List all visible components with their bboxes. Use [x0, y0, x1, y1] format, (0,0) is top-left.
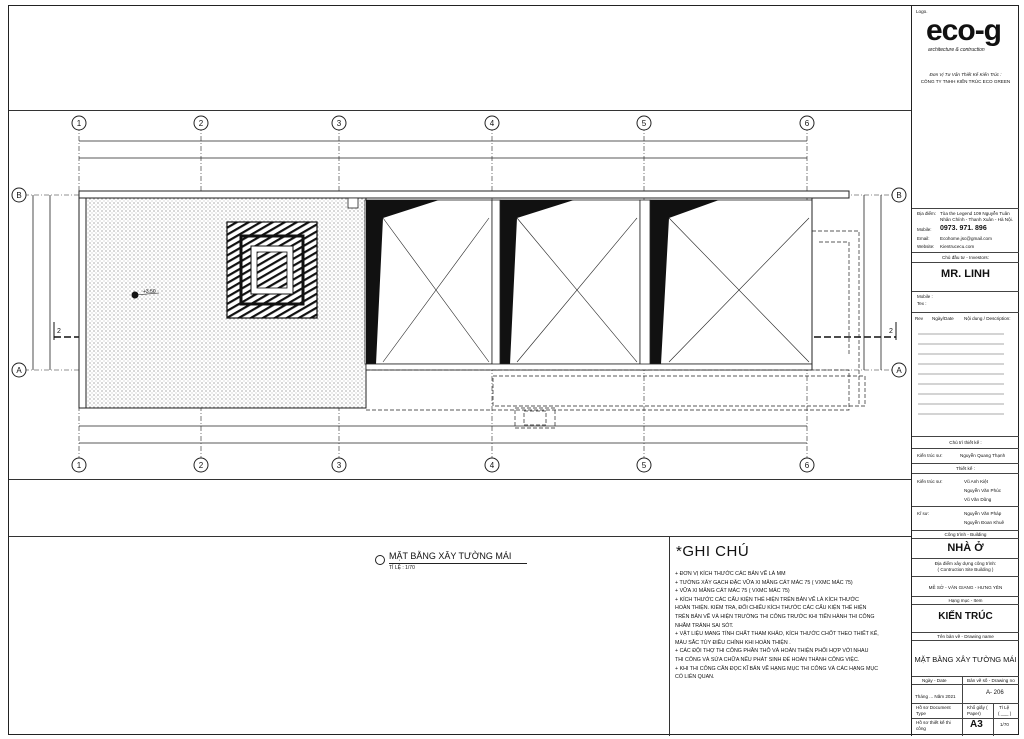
email-label: Email: — [917, 236, 930, 241]
tb-divider — [912, 558, 1019, 559]
scale-value: 1/70 — [1000, 722, 1009, 727]
paper-size: A3 — [970, 719, 983, 730]
caption-title: MẶT BẰNG XÂY TƯỜNG MÁI — [389, 551, 512, 561]
tb-divider — [912, 632, 1019, 633]
logo-subtitle: architecture & contruction — [928, 47, 985, 53]
axis-label-bottom: 3 — [336, 461, 342, 470]
designer-label: Thiết kế : — [956, 466, 975, 471]
chief-label: Chủ trì thiết kế : — [949, 440, 982, 445]
doc-type-value: Hồ sơ thiết kế thi công — [916, 720, 951, 731]
axis-label-top: 4 — [489, 119, 495, 128]
tb-divider — [912, 208, 1019, 209]
axis-label-bottom: 5 — [641, 461, 647, 470]
tb-col-divider — [962, 703, 963, 736]
site-label: Địa điểm xây dựng công trình: — [934, 561, 997, 566]
engineer-label: Kĩ sư: — [917, 511, 930, 516]
logo-label: Logo. — [916, 9, 928, 14]
axis-label-top: 5 — [641, 119, 647, 128]
consultant-name: CÔNG TY TNHH KIẾN TRÚC ECO GREEN — [920, 79, 1011, 84]
tb-divider — [912, 530, 1019, 531]
drawing-no: A- 206 — [986, 690, 1004, 696]
drawing-area — [9, 6, 911, 681]
axis-label-side: A — [16, 366, 22, 375]
rev-label: Rev — [915, 316, 924, 321]
address-line-2: Nhân Chính - Thanh Xuân - Hà Nội. — [940, 217, 1013, 222]
axis-label-bottom: 2 — [198, 461, 204, 470]
address-line-1: Tòa the Legend 109 Nguyễn Tuân — [940, 211, 1010, 216]
tb-divider — [912, 463, 1019, 464]
drawing-sheet — [8, 5, 1019, 735]
architect-label: Kiến trúc sư: — [917, 479, 943, 484]
axis-label-bottom: 6 — [804, 461, 810, 470]
building-label: Công trình - Building — [944, 532, 987, 537]
tb-divider — [912, 252, 1019, 253]
building-name: NHÀ Ở — [947, 542, 984, 554]
tb-divider — [912, 718, 1019, 719]
designer-name: Vũ Văn Dũng — [964, 497, 992, 502]
tb-divider — [912, 576, 1019, 577]
tb-divider — [912, 262, 1019, 263]
roof-wall-plan — [9, 6, 911, 536]
note-item: + TƯỜNG XÂY GẠCH ĐẶC VỮA XI MĂNG CÁT MÁC 75 ( VXMC MÁC 75) — [675, 579, 853, 586]
website-value: Kientrucecu.com — [940, 244, 975, 249]
item-label: Hạng mục - Item — [948, 598, 983, 603]
axis-label-side: B — [896, 191, 902, 200]
doc-type-label: Hồ sơ Document Type — [916, 705, 951, 716]
architect-label: Kiến trúc sư: — [917, 453, 943, 458]
note-item: + KHI THI CÔNG CẦN ĐỌC KĨ BẢN VẼ HẠNG MỤC THI CÔNG VÀ CÁC HẠNG MỤC — [675, 665, 879, 672]
notes-heading: *GHI CHÚ — [676, 543, 750, 560]
tb-divider — [912, 473, 1019, 474]
caption-scale: TỈ LỆ : 1/70 — [389, 565, 415, 571]
caption-circle-icon — [375, 555, 385, 565]
drawing-name: MẶT BẰNG XÂY TƯỜNG MÁI — [914, 655, 1017, 664]
drawing-name-label: Tên bản vẽ - Drawing name — [937, 634, 994, 639]
designer-name: Vũ Anh Kiệt — [964, 479, 989, 484]
note-item: THI CÔNG VÀ SỬA CHỮA NẾU PHÁT SINH ĐỂ HOÀN THÀNH CÔNG VIỆC. — [675, 656, 860, 663]
scale-blank: ( ___ ) — [998, 711, 1012, 716]
axis-label-top: 6 — [804, 119, 810, 128]
title-block — [911, 6, 1020, 736]
paper-label: Khổ giấy ( Paper) — [967, 705, 988, 716]
engineer-name: Nguyễn Văn Pháp — [964, 511, 1002, 516]
item-name: KIẾN TRÚC — [938, 611, 993, 622]
tb-col-divider — [962, 676, 963, 703]
drawing-caption — [361, 551, 611, 581]
axis-label-top: 3 — [336, 119, 342, 128]
description-label: Nội dung / Description: — [964, 316, 1011, 321]
notes-list — [675, 570, 907, 682]
investor-label: Chủ đầu tư - Investors: — [942, 255, 989, 260]
axis-label-side: A — [896, 366, 902, 375]
tb-divider — [912, 596, 1019, 597]
mobile-number: 0973. 971. 896 — [940, 225, 987, 232]
axis-label-top: 1 — [76, 119, 82, 128]
engineer-name: Nguyễn Đoan Khuê — [964, 520, 1005, 525]
scale-label: Tỉ Lệ — [999, 705, 1010, 710]
note-item: NHẰM TRÁNH SAI SÓT. — [675, 622, 734, 629]
note-item: + CÁC ĐỘI THỢ THI CÔNG PHẦN THÔ VÀ HOÀN THIỆN PHỐI HỢP VỚI NHAU — [675, 648, 869, 655]
tb-divider — [912, 436, 1019, 437]
notes-panel — [669, 537, 911, 736]
website-label: Website: — [917, 244, 935, 249]
axis-label-bottom: 1 — [76, 461, 82, 470]
investor-mobile-label: Mobile : — [917, 294, 933, 299]
designer-name: Nguyễn Văn Phúc — [964, 488, 1002, 493]
tb-divider — [912, 684, 1019, 685]
section-marker: 2 — [57, 328, 61, 335]
chief-name: Nguyễn Quang Thạnh — [960, 453, 1006, 458]
site-label-en: ( Contruction Site Building ) — [937, 567, 994, 572]
site-value: MỄ SỞ - VĂN GIANG - HƯNG YÊN — [928, 585, 1003, 590]
tb-divider — [912, 448, 1019, 449]
tb-divider — [912, 312, 1019, 313]
axis-label-top: 2 — [198, 119, 204, 128]
address-label: Địa điểm: — [917, 211, 937, 216]
tb-divider — [912, 676, 1019, 677]
logo-text: eco-g — [926, 14, 1002, 47]
drawing-no-label: Bản vẽ số - Drawing no — [967, 678, 1015, 683]
note-item: HOÀN THIỆN. KIỂM TRA, ĐỐI CHIẾU KÍCH THƯỚC CÁC CẤU KIỆN THỂ HIỆN — [675, 605, 867, 612]
revision-lines — [912, 324, 1019, 434]
axis-label-side: B — [16, 191, 22, 200]
date-label: Ngày/Date — [932, 316, 954, 321]
tb-divider — [912, 604, 1019, 605]
note-item: + VỮA XI MĂNG CÁT MÁC 75 ( VXMC MÁC 75) — [675, 588, 790, 595]
section-marker: 2 — [889, 328, 893, 335]
tb-divider — [912, 640, 1019, 641]
tb-divider — [912, 538, 1019, 539]
caption-underline — [389, 563, 527, 564]
note-item: TRÊN BẢN VẼ VÀ HIỆN TRƯỜNG THI CÔNG TRƯỚC KHI TIẾN HÀNH THI CÔNG — [675, 613, 875, 620]
tb-col-divider — [993, 703, 994, 736]
note-item: MÀU SẮC TÙY ĐIỀU CHỈNH KHI HOÀN THIỆN . — [675, 639, 791, 646]
tb-divider — [912, 291, 1019, 292]
mobile-label: Mobile: — [917, 227, 932, 232]
level-mark: +3.50 — [143, 289, 156, 295]
investor-tex-label: Tex : — [917, 301, 927, 306]
investor-name: MR. LINH — [941, 268, 990, 280]
date-col-label: Ngày - Date — [922, 678, 947, 683]
tb-divider — [912, 703, 1019, 704]
email-value: Ecohome.jsc@gmail.com — [940, 236, 992, 241]
note-item: + KÍCH THƯỚC CÁC CẤU KIỆN THỂ HIỆN TRÊN BẢN VẼ LÀ KÍCH THƯỚC — [675, 596, 859, 603]
note-item: + ĐƠN VỊ KÍCH THƯỚC CÁC BẢN VẼ LÀ MM — [675, 571, 786, 577]
date-value: Tháng ... Năm 2021 — [915, 694, 956, 699]
consultant-label: Đơn Vị Tư Vấn Thiết Kế Kiến Trúc : — [929, 72, 1002, 77]
tb-divider — [912, 506, 1019, 507]
note-item: CÓ LIÊN QUAN. — [675, 674, 715, 681]
axis-label-bottom: 4 — [489, 461, 495, 470]
company-logo — [916, 16, 1016, 56]
note-item: + VẬT LIỆU MANG TÍNH CHẤT THAM KHẢO, KÍCH THƯỚC CHỐT THEO THIẾT KẾ, — [675, 631, 879, 638]
